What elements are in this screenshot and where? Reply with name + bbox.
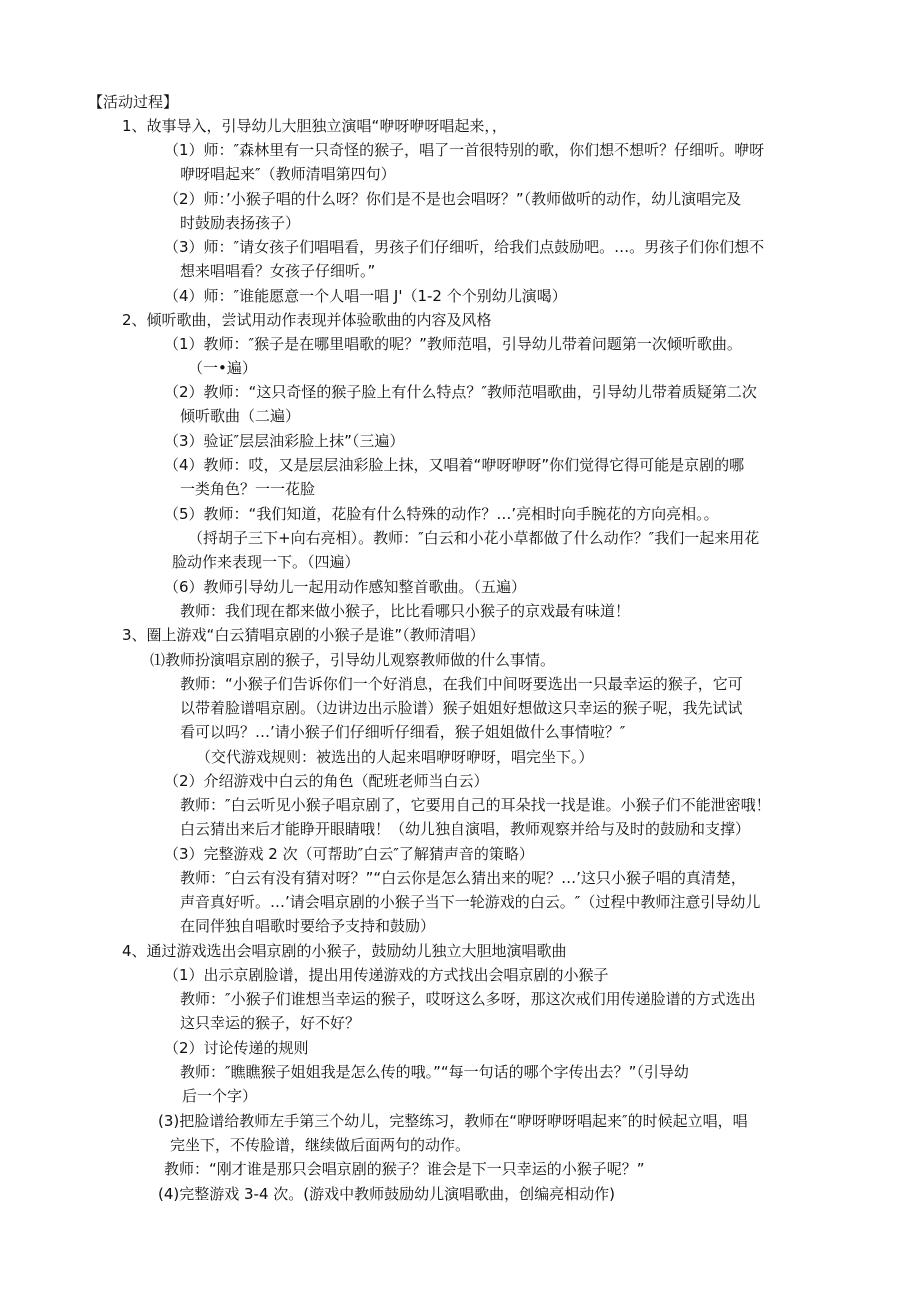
text-line: （4）师：″谁能愿意一个人唱一唱 J'（1-2 个个别幼儿演喝） — [164, 287, 567, 305]
text-line: （3）师：″请女孩子们唱唱看，男孩子们仔细听，给我们点鼓励吧。…。男孩子们你们想不 — [164, 238, 765, 256]
text-line: （捋胡子三下+向右亮相）。教师：″白云和小花小草都做了什么动作？″我们一起来用花 — [188, 529, 760, 547]
text-line: 教师：“小猴子们告诉你们一个好消息，在我们中间呀要选出一只最幸运的猴子，它可 — [180, 675, 743, 693]
text-line: 这只幸运的猴子，好不好？ — [180, 1014, 361, 1032]
text-line: （3）验证″层层油彩脸上抹”（三遍） — [164, 432, 405, 450]
text-line: 声音真好听。…’请会唱京剧的小猴子当下一轮游戏的白云。″（过程中教师注意引导幼儿 — [180, 893, 761, 911]
text-line: 3、圈上游戏“白云猜唱京剧的小猴子是谁”（教师清唱） — [122, 626, 485, 644]
text-line: (3)把脸谱给教师左手第三个幼儿，完整练习，教师在“咿呀咿呀唱起来″的时候起立唱，唱 — [158, 1112, 748, 1130]
text-line: （4）教师：哎，又是层层油彩脸上抹，又唱着“咿呀咿呀”你们觉得它得可能是京剧的哪 — [164, 456, 745, 474]
text-line: （交代游戏规则：被选出的人起来唱咿呀咿呀，唱完坐下。） — [196, 748, 594, 766]
text-line: 1、故事导入，引导幼儿大胆独立演唱“咿呀咿呀唱起来，， — [122, 117, 507, 135]
text-line: 4、通过游戏选出会唱京剧的小猴子，鼓励幼儿独立大胆地演唱歌曲 — [122, 942, 567, 960]
text-line: （2）讨论传递的规则 — [164, 1039, 309, 1057]
text-line: 教师：“刚才谁是那只会唱京剧的猴子？谁会是下一只幸运的小猴子呢？” — [164, 1160, 645, 1178]
text-line: （2）师：’小猴子唱的什么呀？你们是不是也会唱呀？”（教师做听的动作，幼儿演唱完及 — [164, 190, 742, 208]
section-heading: 【活动过程】 — [88, 93, 179, 111]
text-line: 时鼓励表扬孩子） — [180, 214, 301, 232]
text-line: 一类角色？一一花脸 — [180, 480, 316, 498]
text-line: （6）教师引导幼儿一起用动作感知整首歌曲。（五遍） — [164, 578, 527, 596]
text-line: 在同伴独自唱歌时要给予支持和鼓励） — [180, 917, 436, 935]
text-line: 教师：我们现在都来做小猴子，比比看哪只小猴子的京戏最有味道！ — [180, 602, 631, 620]
text-line: (4)完整游戏 3-4 次。(游戏中教师鼓励幼儿演唱歌曲，创编亮相动作) — [158, 1185, 615, 1203]
text-line: 想来唱唱看？女孩子仔细听。” — [180, 262, 376, 280]
text-line: 以带着脸谱唱京剧。（边讲边出示脸谱）猴子姐姐好想做这只幸运的猴子呢，我先试试 — [180, 699, 743, 717]
text-line: 2、倾听歌曲，尝试用动作表现并体验歌曲的内容及风格 — [122, 311, 492, 329]
text-line: （2）教师：“这只奇怪的猴子脸上有什么特点？″教师范唱歌曲，引导幼儿带着质疑第二次 — [164, 383, 757, 401]
text-line: （1）出示京剧脸谱，提出用传递游戏的方式找出会唱京剧的小猴子 — [164, 966, 609, 984]
text-line: （2）介绍游戏中白云的角色（配班老师当白云） — [164, 772, 489, 790]
text-line: 白云猜出来后才能睁开眼睛哦！（幼儿独自演唱，教师观察并给与及时的鼓励和支撑） — [180, 820, 751, 838]
text-line: （1）师：″森林里有一只奇怪的猴子，唱了一首很特别的歌，你们想不想听？仔细听。咿呀 — [164, 141, 765, 159]
text-line: 脸动作来表现一下。（四遍） — [172, 553, 360, 571]
text-line: ⑴教师扮演唱京剧的猴子，引导幼儿观察教师做的什么事情。 — [150, 651, 556, 669]
text-line: 教师：″白云听见小猴子唱京剧了，它要用自己的耳朵找一找是谁。小猴子们不能泄密哦！ — [180, 796, 771, 814]
text-line: （1）教师：″猴子是在哪里唱歌的呢？”教师范唱，引导幼儿带着问题第一次倾听歌曲。 — [164, 335, 742, 353]
text-line: 完坐下，不传脸谱，继续做后面两句的动作。 — [170, 1136, 471, 1154]
text-line: （5）教师：“我们知道，花脸有什么特殊的动作？…’亮相时向手腕花的方向亮相。。 — [164, 505, 719, 523]
text-line: （3）完整游戏 2 次（可帮助″白云″了解猜声音的策略） — [164, 845, 534, 863]
text-line: 看可以吗？…’请小猴子们仔细听仔细看，猴子姐姐做什么事情啦？″ — [180, 723, 626, 741]
text-line: 咿呀唱起来″（教师清唱第四句） — [180, 165, 396, 183]
text-line: 后一个字） — [182, 1087, 258, 1105]
text-line: 教师：″瞧瞧猴子姐姐我是怎么传的哦。”“每一句话的哪个字传出去？”（引导幼 — [180, 1063, 689, 1081]
text-line: 教师：″白云有没有猜对呀？”“白云你是怎么猜出来的呢？…’这只小猴子唱的真清楚， — [180, 869, 746, 887]
text-line: 倾听歌曲（二遍） — [180, 407, 301, 425]
text-line: 教师：″小猴子们谁想当幸运的猴子，哎呀这么多呀，那这次戒们用传递脸谱的方式选出 — [180, 990, 756, 1008]
text-line: （一•遍） — [188, 359, 257, 377]
